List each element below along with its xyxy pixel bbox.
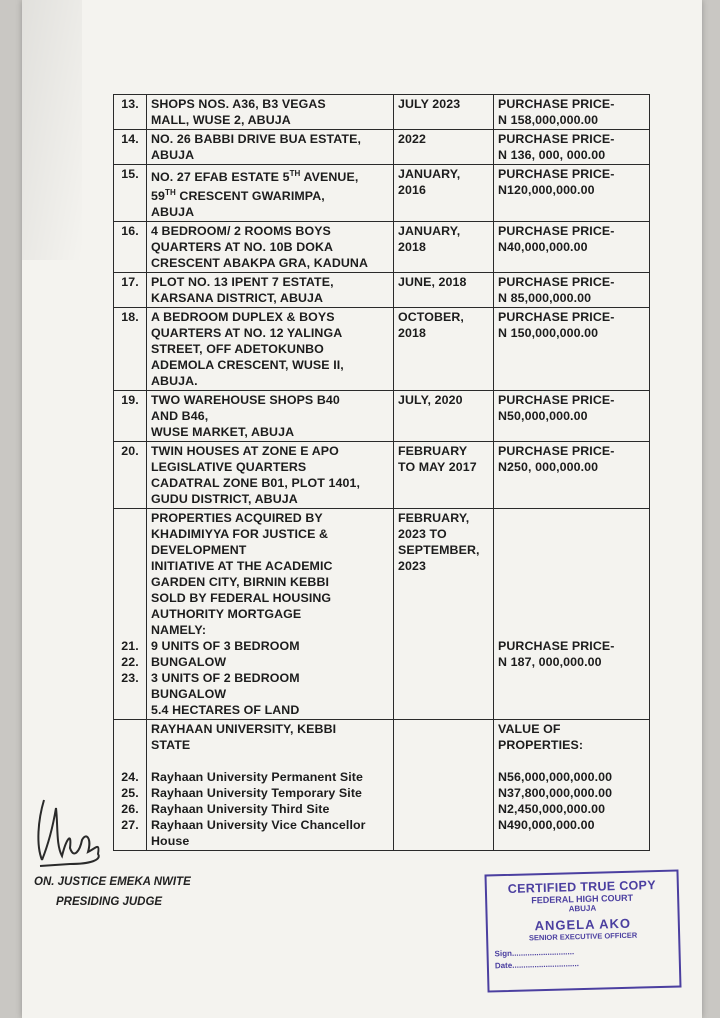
row-number-line: 25. (121, 786, 139, 801)
table-row (114, 222, 650, 273)
property-description-line: INITIATIVE AT THE ACADEMIC (151, 559, 333, 574)
property-description-line: 9 UNITS OF 3 BEDROOM (151, 639, 300, 654)
property-value-line: PURCHASE PRICE- (498, 275, 615, 290)
property-value-line: N 85,000,000.00 (498, 291, 592, 306)
property-value (494, 509, 650, 720)
property-value-line: PURCHASE PRICE- (498, 310, 615, 325)
property-value-line (498, 590, 645, 606)
acquisition-date-line: 2023 TO (398, 527, 447, 542)
acquisition-date-line: JANUARY, (398, 224, 461, 239)
acquisition-date (394, 222, 494, 273)
property-value-line: N250, 000,000.00 (498, 460, 599, 475)
property-description-line: ABUJA (151, 148, 195, 162)
property-description-line: RAYHAAN UNIVERSITY, KEBBI (151, 722, 337, 737)
acquisition-date-line: TO MAY 2017 (398, 460, 477, 475)
property-description-line: A BEDROOM DUPLEX & BOYS (151, 310, 335, 325)
property-value-line: N490,000,000.00 (498, 818, 595, 833)
acquisition-date-line: SEPTEMBER, (398, 543, 480, 558)
property-description-line: ABUJA. (151, 374, 198, 389)
stamp-heading: CERTIFIED TRUE COPY (507, 878, 657, 896)
row-number (114, 442, 147, 509)
property-description-line: Rayhaan University Permanent Site (151, 770, 363, 785)
acquisition-date-line: JUNE, 2018 (398, 275, 467, 290)
property-description-line: STREET, OFF ADETOKUNBO (151, 342, 324, 357)
property-value-line: N2,450,000,000.00 (498, 802, 606, 817)
property-value (494, 720, 650, 851)
judge-signature-block (34, 872, 191, 912)
row-number-line (116, 686, 144, 702)
row-number-line: 14. (121, 132, 139, 146)
property-description-line: PLOT NO. 13 IPENT 7 ESTATE, (151, 275, 334, 290)
acquisition-date-line: FEBRUARY (398, 444, 468, 459)
acquisition-date-line: 2023 (398, 559, 426, 574)
table-row (114, 165, 650, 222)
property-description (147, 442, 394, 509)
property-description-line: 4 BEDROOM/ 2 ROOMS BOYS (151, 224, 331, 239)
property-description-line: GARDEN CITY, BIRNIN KEBBI (151, 575, 330, 590)
acquisition-date (394, 273, 494, 308)
property-description (147, 95, 394, 130)
acquisition-date (394, 391, 494, 442)
row-number-line: 26. (121, 802, 139, 817)
stamp-date-line: Date.............................. (494, 959, 580, 971)
acquisition-date (394, 442, 494, 509)
property-value-line (498, 558, 645, 574)
property-description-line: QUARTERS AT NO. 10B DOKA (151, 240, 334, 255)
property-value-line: PURCHASE PRICE- (498, 639, 615, 654)
property-value-line: N120,000,000.00 (498, 183, 595, 197)
certified-true-copy-stamp (484, 869, 681, 992)
property-description-line: DEVELOPMENT (151, 543, 247, 558)
property-value-line: N40,000,000.00 (498, 240, 588, 255)
property-value-line (498, 622, 645, 638)
property-value-line: PURCHASE PRICE- (498, 393, 615, 408)
row-number-line (116, 606, 144, 622)
table-row (114, 391, 650, 442)
property-description-line: NAMELY: (151, 623, 207, 638)
property-value-line: N50,000,000.00 (498, 409, 588, 424)
property-value (494, 308, 650, 391)
row-number-line (116, 753, 144, 769)
property-description-line: Rayhaan University Third Site (151, 802, 330, 817)
handwritten-signature (30, 790, 120, 870)
row-number-line (116, 737, 144, 753)
property-description-line: TWIN HOUSES AT ZONE E APO (151, 444, 339, 459)
property-description-line: TWO WAREHOUSE SHOPS B40 (151, 393, 340, 408)
acquisition-date-line: 2018 (398, 240, 426, 255)
acquisition-date-line: 2018 (398, 326, 426, 341)
property-value (494, 165, 650, 222)
acquisition-date-line: 2022 (398, 132, 426, 146)
stamp-sign-line: Sign............................ (494, 947, 575, 959)
table-row (114, 95, 650, 130)
property-value-line: VALUE OF (498, 722, 561, 737)
acquisition-date (394, 308, 494, 391)
row-number-line (116, 590, 144, 606)
property-description-line: CRESCENT ABAKPA GRA, KADUNA (151, 256, 369, 271)
property-description (147, 308, 394, 391)
property-value-line (498, 574, 645, 590)
property-value-line: PURCHASE PRICE- (498, 167, 615, 181)
property-description-line: ADEMOLA CRESCENT, WUSE II, (151, 358, 344, 373)
row-number-line (116, 558, 144, 574)
row-number-line: 22. (121, 655, 139, 670)
row-number (114, 95, 147, 130)
stamp-court: FEDERAL HIGH COURT (531, 892, 634, 906)
property-value (494, 442, 650, 509)
property-value-line: PURCHASE PRICE- (498, 444, 615, 459)
property-description (147, 222, 394, 273)
property-description-line: 59TH CRESCENT GWARIMPA, (151, 188, 325, 204)
table-row (114, 308, 650, 391)
row-number-line: 24. (121, 770, 139, 785)
property-value-line: N 158,000,000.00 (498, 113, 599, 127)
property-description-line: SOLD BY FEDERAL HOUSING (151, 591, 332, 606)
property-description (147, 720, 394, 851)
property-value (494, 391, 650, 442)
property-description-line: QUARTERS AT NO. 12 YALINGA (151, 326, 343, 341)
row-number (114, 509, 147, 720)
property-description-line: CADATRAL ZONE B01, PLOT 1401, (151, 476, 360, 491)
property-description (147, 273, 394, 308)
property-description-line: BUNGALOW (151, 687, 227, 702)
property-description-line: Rayhaan University Vice Chancellor (151, 818, 366, 833)
property-description-line: PROPERTIES ACQUIRED BY (151, 511, 323, 526)
row-number-line: 13. (121, 97, 139, 111)
property-description-line: KHADIMIYYA FOR JUSTICE & (151, 527, 329, 542)
row-number-line (116, 526, 144, 542)
row-number-line: 17. (121, 275, 139, 290)
property-description-line: AUTHORITY MORTGAGE (151, 607, 302, 622)
property-value (494, 273, 650, 308)
property-value-line (498, 753, 645, 769)
property-description-line: MALL, WUSE 2, ABUJA (151, 113, 291, 127)
property-value-line: PROPERTIES: (498, 738, 584, 753)
table-row (114, 442, 650, 509)
property-description-line: SHOPS NOS. A36, B3 VEGAS (151, 97, 326, 111)
property-description-line: 3 UNITS OF 2 BEDROOM (151, 671, 300, 686)
row-number-line: 27. (121, 818, 139, 833)
property-value (494, 95, 650, 130)
property-value-line (498, 606, 645, 622)
acquisition-date (394, 130, 494, 165)
property-description (147, 130, 394, 165)
property-value-line: N56,000,000,000.00 (498, 770, 613, 785)
acquisition-date-line: OCTOBER, (398, 310, 464, 325)
property-description-line: GUDU DISTRICT, ABUJA (151, 492, 298, 507)
property-description-line: KARSANA DISTRICT, ABUJA (151, 291, 324, 306)
property-description (147, 165, 394, 222)
stamp-rank: SENIOR EXECUTIVE OFFICER (528, 930, 638, 943)
property-description-line: LEGISLATIVE QUARTERS (151, 460, 307, 475)
row-number (114, 165, 147, 222)
property-value-line: PURCHASE PRICE- (498, 132, 615, 146)
property-value (494, 130, 650, 165)
row-number (114, 391, 147, 442)
judge-title: PRESIDING JUDGE (56, 896, 163, 908)
acquisition-date (394, 95, 494, 130)
property-value-line (498, 510, 645, 526)
property-description-line: STATE (151, 738, 191, 753)
row-number-line: 21. (121, 639, 139, 654)
acquisition-date-line: JULY 2023 (398, 97, 461, 111)
acquisition-date (394, 165, 494, 222)
property-value-line: N 136, 000, 000.00 (498, 148, 606, 162)
acquisition-date (394, 720, 494, 851)
property-value-line (498, 526, 645, 542)
property-description-line: NO. 27 EFAB ESTATE 5TH AVENUE, (151, 169, 359, 185)
properties-table (113, 94, 650, 851)
property-description-line: House (151, 834, 190, 849)
acquisition-date-line: 2016 (398, 183, 426, 197)
row-number (114, 308, 147, 391)
table-row (114, 720, 650, 851)
row-number-line (116, 574, 144, 590)
property-description-line: BUNGALOW (151, 655, 227, 670)
property-description-line: 5.4 HECTARES OF LAND (151, 703, 300, 718)
property-description (147, 391, 394, 442)
row-number-line: 18. (121, 310, 139, 325)
table-row (114, 509, 650, 720)
row-number-line (116, 721, 144, 737)
property-value-line: PURCHASE PRICE- (498, 224, 615, 239)
row-number (114, 273, 147, 308)
row-number-line: 19. (121, 393, 139, 408)
property-value-line: PURCHASE PRICE- (498, 97, 615, 111)
acquisition-date-line: JULY, 2020 (398, 393, 463, 408)
property-value (494, 222, 650, 273)
property-description-line: WUSE MARKET, ABUJA (151, 425, 295, 440)
property-value-line (498, 542, 645, 558)
property-description-line (151, 753, 389, 769)
row-number-line: 20. (121, 444, 139, 459)
row-number-line: 23. (121, 671, 139, 686)
property-description (147, 509, 394, 720)
row-number-line (116, 510, 144, 526)
property-value-line: N 187, 000,000.00 (498, 655, 602, 670)
property-value-line: N37,800,000,000.00 (498, 786, 613, 801)
property-description-line: Rayhaan University Temporary Site (151, 786, 363, 801)
acquisition-date (394, 509, 494, 720)
row-number-line: 16. (121, 224, 139, 239)
stamp-city: ABUJA (568, 903, 597, 914)
row-number (114, 222, 147, 273)
stamp-officer: ANGELA AKO (534, 915, 632, 934)
row-number-line (116, 622, 144, 638)
property-description-line: NO. 26 BABBI DRIVE BUA ESTATE, (151, 132, 361, 146)
table-row (114, 273, 650, 308)
row-number (114, 130, 147, 165)
acquisition-date-line: FEBRUARY, (398, 511, 470, 526)
table-row (114, 130, 650, 165)
acquisition-date-line: JANUARY, (398, 167, 461, 181)
property-description-line: AND B46, (151, 409, 209, 424)
property-description-line: ABUJA (151, 205, 195, 220)
row-number-line (116, 542, 144, 558)
row-number-line: 15. (121, 167, 139, 181)
judge-name: ON. JUSTICE EMEKA NWITE (34, 876, 191, 888)
property-value-line: N 150,000,000.00 (498, 326, 599, 341)
